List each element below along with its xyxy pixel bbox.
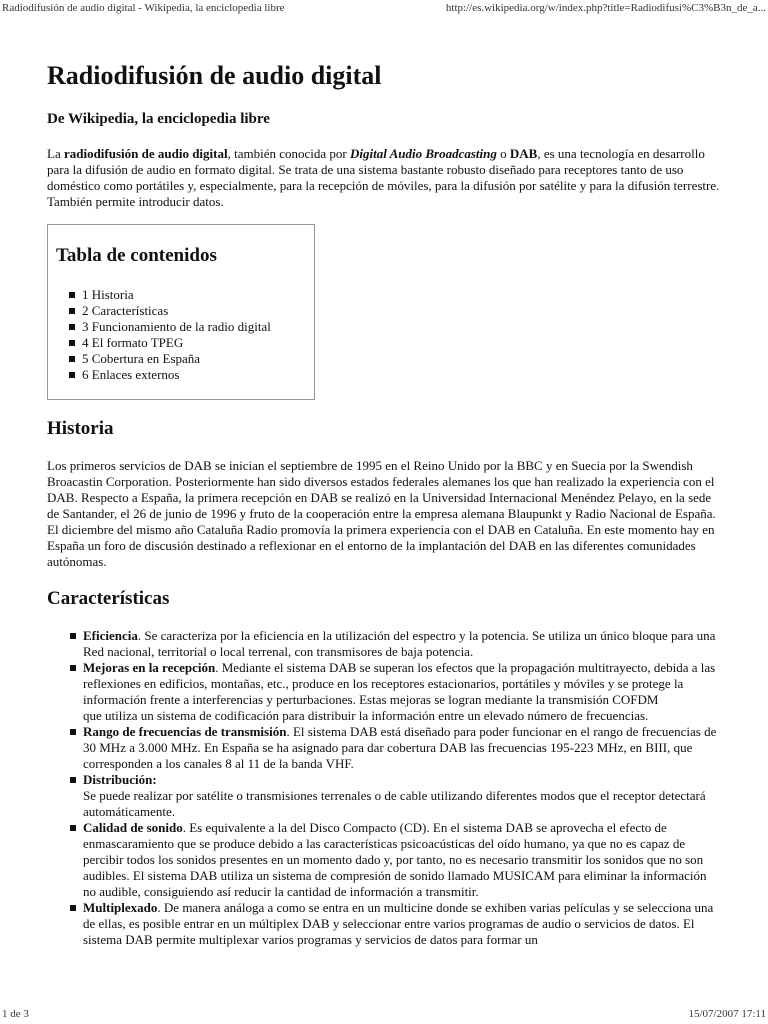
table-of-contents: [47, 224, 315, 400]
toc-item[interactable]: [82, 351, 314, 367]
bullet-icon: [69, 308, 75, 314]
feature-item-multiplexado: [83, 900, 721, 948]
page-title: Radiodifusión de audio digital: [47, 61, 382, 90]
bullet-icon: [70, 905, 76, 911]
bullet-icon: [70, 633, 76, 639]
feature-item-eficiencia: [83, 628, 721, 660]
toc-item[interactable]: [82, 335, 314, 351]
bullet-icon: [70, 825, 76, 831]
intro-bold-italic-term: Digital Audio Broadcasting: [350, 145, 497, 161]
toc-item-label[interactable]: 2 Características: [82, 302, 169, 318]
intro-text: , es una tecnología en desarrollo para la difusión de audio en formato digital. Se trata de una sistema bastante robusto diseñado para receptores tanto de uso doméstico como portátiles y, especialmente, para la recepción de móviles, para la difusión por satélite y para la difusión terrestre. También permite introducir datos.: [47, 145, 720, 209]
toc-item-label[interactable]: 6 Enlaces externos: [82, 366, 180, 382]
feature-text: . Se caracteriza por la eficiencia en la utilización del espectro y la potencia. Se utiliza un único bloque para una Red nacional, territorial o local terrenal, con transmisores de baja potencia.: [83, 627, 716, 659]
print-header: [0, 0, 768, 18]
feature-item-distribucion: [83, 772, 721, 820]
bullet-icon: [69, 292, 75, 298]
toc-item-label[interactable]: 1 Historia: [82, 286, 134, 302]
bullet-icon: [69, 340, 75, 346]
section-caracteristicas: [47, 588, 721, 948]
feature-term: Rango de frecuencias de transmisión: [83, 723, 287, 739]
bullet-icon: [70, 777, 76, 783]
feature-term: Distribución:: [83, 771, 157, 787]
feature-extra-text: Se puede realizar por satélite o transmisiones terrenales o de cable utilizando diferentes modos que el receptor detectará automáticamente.: [83, 787, 706, 819]
toc-title: Tabla de contenidos: [56, 244, 217, 266]
page-subtitle: De Wikipedia, la enciclopedia libre: [47, 110, 270, 127]
feature-item-rango: [83, 724, 721, 772]
intro-bold-abbrev: DAB: [509, 145, 538, 161]
intro-paragraph: [47, 146, 721, 210]
intro-text: La: [47, 145, 64, 161]
intro-bold-term: radiodifusión de audio digital: [63, 145, 228, 161]
feature-term: Multiplexado: [83, 899, 158, 915]
toc-list: [56, 287, 314, 383]
feature-text: . Mediante el sistema DAB se superan los efectos que la propagación multitrayecto, debida a las reflexiones en edificios, montañas, etc., produce en los receptores estacionarios, portátiles y móviles y se protege la información frente a interferencias y perturbaciones. Estas mejoras se logran mediante la transmisión COFDM: [83, 659, 716, 707]
features-list: [47, 628, 721, 948]
print-header-title: Radiodifusión de audio digital - Wikipedia, la enciclopedia libre: [2, 2, 285, 14]
feature-term: Calidad de sonido: [83, 819, 183, 835]
toc-item[interactable]: [82, 367, 314, 383]
bullet-icon: [70, 729, 76, 735]
toc-item[interactable]: [82, 287, 314, 303]
feature-item-mejoras: [83, 660, 721, 724]
feature-text: . Es equivalente a la del Disco Compacto (CD). En el sistema DAB se aprovecha el efecto de enmascaramiento que se produce debido a las características psicoacústicas del oído humano, ya que no es capaz de percibir todos los sonidos presentes en un momento dado y, por tanto, no es necesario transmitir los sonidos que no son audibles. El sistema DAB utiliza un sistema de compresión de sonido llamado MUSICAM para eliminar la información no audible, consiguiendo así reducir la cantidad de información a transmitir.: [83, 819, 707, 899]
section-heading-historia: Historia: [47, 417, 114, 439]
page-number: 1 de 3: [2, 1008, 29, 1020]
print-header-url: http://es.wikipedia.org/w/index.php?title=Radiodifusi%C3%B3n_de_a...: [445, 2, 766, 14]
historia-paragraph: Los primeros servicios de DAB se inician el septiembre de 1995 en el Reino Unido por la BBC y en Suecia por la Swendish Broacastin Corporation. Posteriormente han sido diversos estados federales alemanes los que han realizado la experiencia con el DAB. Respecto a España, la primera recepción en DAB se realizó en la Universidad Internacional Menéndez Pelayo, en la sede de Santander, el 26 de junio de 1996 y fruto de la cooperación entre la empresa alemana Blaupunkt y Radio Nacional de España. El diciembre del mismo año Cataluña Radio promovía la primera experiencia con el DAB en Cataluña. En este momento hay en España un foro de discusión destinado a reflexionar en el entorno de la implantación del DAB en las diferentes comunidades autónomas.: [47, 457, 716, 569]
bullet-icon: [69, 372, 75, 378]
section-historia: [47, 418, 721, 570]
toc-item[interactable]: [82, 319, 314, 335]
bullet-icon: [69, 324, 75, 330]
article-content: [47, 56, 721, 966]
feature-text: . El sistema DAB está diseñado para poder funcionar en el rango de frecuencias de 30 MHz a 3.000 MHz. En España se ha asignado para dar cobertura DAB las frecuencias 195-223 MHz, en BIII, que corresponden a los canales 8 al 11 de la banda VHF.: [83, 723, 717, 771]
intro-text: , también conocida por: [227, 145, 350, 161]
print-timestamp: 15/07/2007 17:11: [688, 1008, 766, 1020]
bullet-icon: [69, 356, 75, 362]
feature-text: . De manera análoga a como se entra en un multicine donde se exhiben varias películas y se selecciona una de ellas, es posible entrar en un múltiplex DAB y seleccionar entre varios programas de audio o servicios de datos. El sistema DAB permite multiplexar varios programas y servicios de datos para formar un: [83, 899, 714, 947]
toc-item-label[interactable]: 4 El formato TPEG: [82, 334, 184, 350]
print-footer: [0, 1006, 768, 1024]
feature-term: Eficiencia: [83, 627, 138, 643]
toc-item-label[interactable]: 5 Cobertura en España: [82, 350, 201, 366]
section-heading-caracteristicas: Características: [47, 587, 170, 609]
feature-term: Mejoras en la recepción: [83, 659, 216, 675]
toc-item-label[interactable]: 3 Funcionamiento de la radio digital: [82, 318, 271, 334]
feature-item-calidad: [83, 820, 721, 900]
toc-item[interactable]: [82, 303, 314, 319]
intro-text: o: [496, 145, 510, 161]
feature-extra-text: que utiliza un sistema de codificación para distribuir la información entre un elevado número de frecuencias.: [83, 707, 649, 723]
bullet-icon: [70, 665, 76, 671]
